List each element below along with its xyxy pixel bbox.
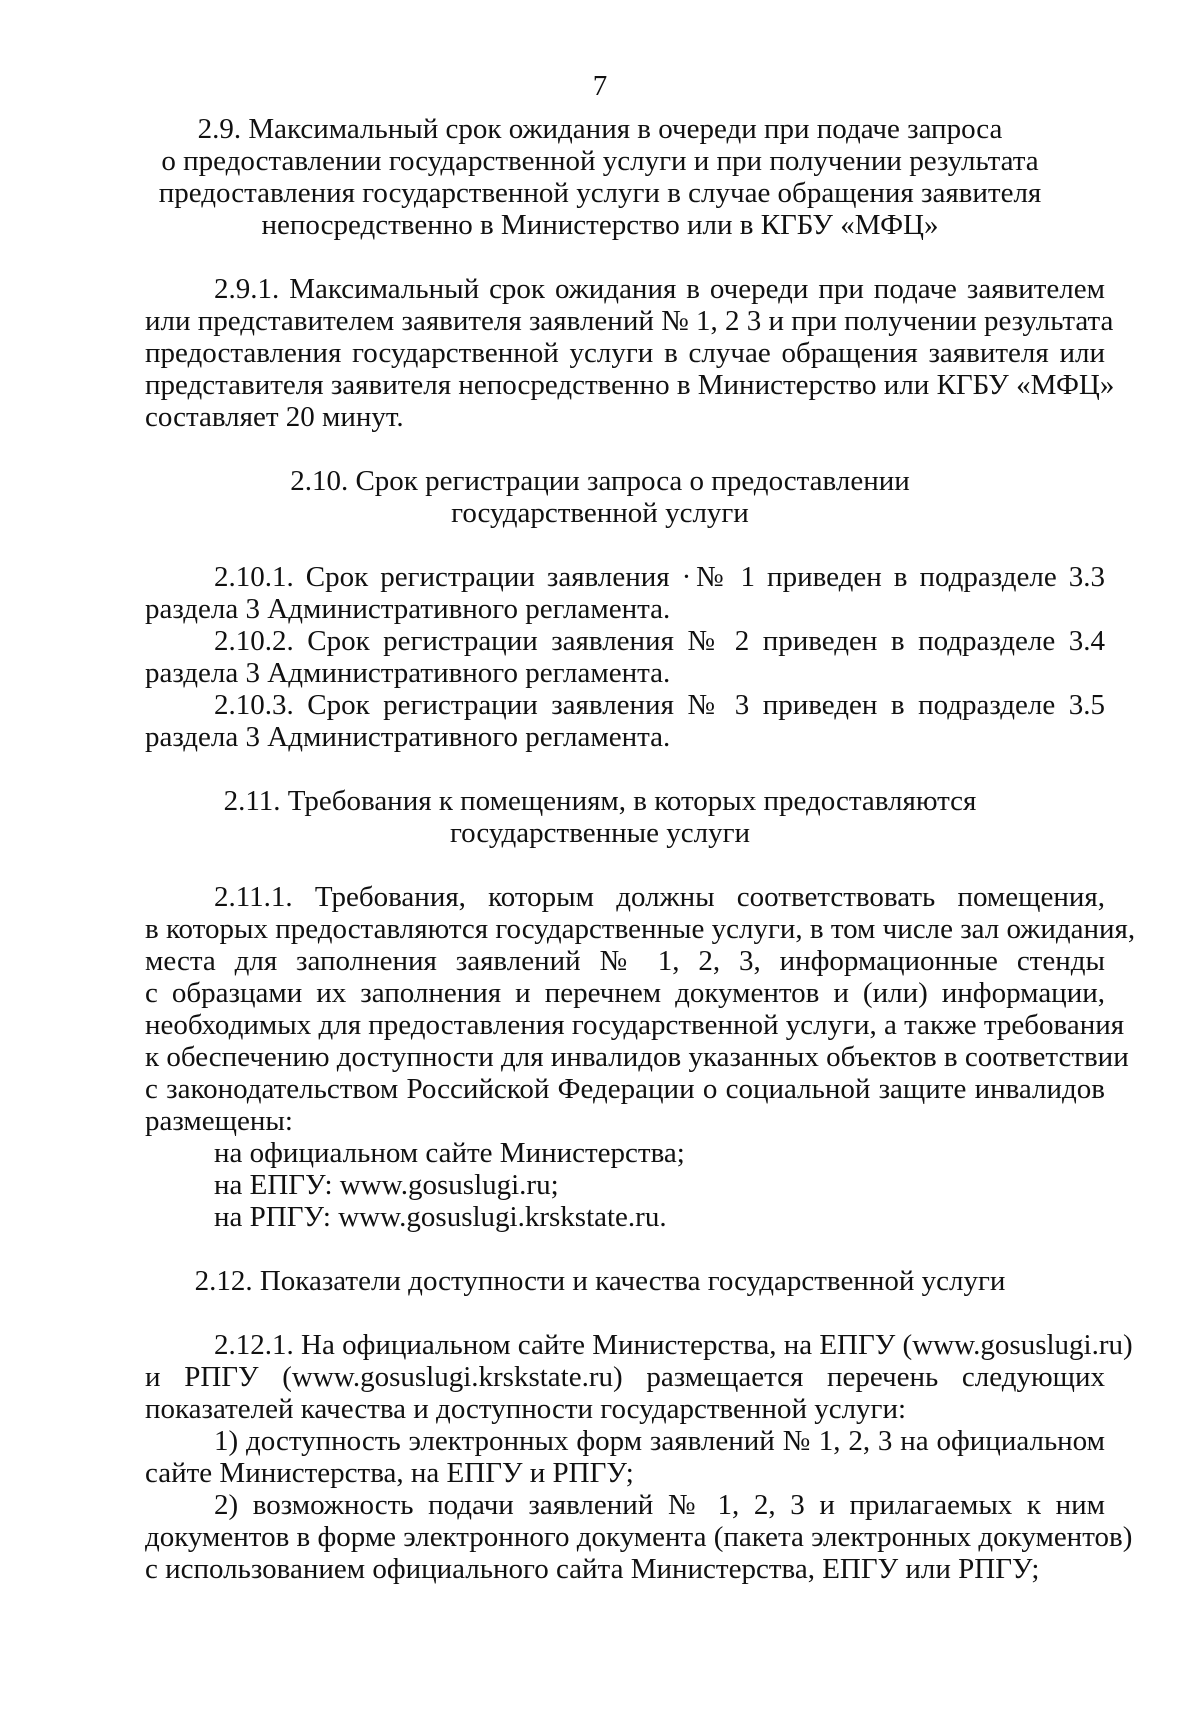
section-2-9-heading-line: непосредственно в Министерство или в КГБУ «МФЦ» [261,209,939,241]
paragraph-2-10-3-line: 2.10.3. Срок регистрации заявления № 3 приведен в подразделе 3.5 [214,689,1105,721]
paragraph-2-10-3-line: раздела 3 Административного регламента. [145,721,671,753]
paragraph-2-11-1-line: с образцами их заполнения и перечнем документов и (или) информации, [145,977,1105,1009]
paragraph-2-9-1-line: составляет 20 минут. [145,401,404,433]
paragraph-2-9-1-line: 2.9.1. Максимальный срок ожидания в очереди при подаче заявителем [214,273,1105,305]
paragraph-2-9-1-line: предоставления государственной услуги в случае обращения заявителя или [145,337,1105,369]
paragraph-2-12-1-line: 2.12.1. На официальном сайте Министерства, на ЕПГУ (www.gosuslugi.ru) [214,1329,1133,1361]
section-2-10-heading-line: государственной услуги [451,497,749,529]
section-2-9-heading-line: 2.9. Максимальный срок ожидания в очереди при подаче запроса [197,113,1003,145]
paragraph-2-10-2-line: 2.10.2. Срок регистрации заявления № 2 приведен в подразделе 3.4 [214,625,1105,657]
paragraph-2-11-1-line: к обеспечению доступности для инвалидов указанных объектов в соответствии [145,1041,1129,1073]
paragraph-2-10-1-line: раздела 3 Административного регламента. [145,593,671,625]
paragraph-2-11-1-line: 2.11.1. Требования, которым должны соответствовать помещения, [214,881,1105,913]
numbered-item-line: 1) доступность электронных форм заявлений № 1, 2, 3 на официальном [214,1425,1105,1457]
numbered-item-line: сайте Министерства, на ЕПГУ и РПГУ; [145,1457,634,1489]
numbered-item-line: документов в форме электронного документа (пакета электронных документов) [145,1521,1133,1553]
paragraph-2-11-1-line: размещены: [145,1105,293,1137]
page-number: 7 [592,70,608,102]
section-2-11-heading-line: государственные услуги [449,817,751,849]
paragraph-2-9-1-line: или представителем заявителя заявлений № 1, 2 3 и при получении результата [145,305,1114,337]
paragraph-2-10-2-line: раздела 3 Административного регламента. [145,657,671,689]
paragraph-2-12-1-line: показателей качества и доступности государственной услуги: [145,1393,907,1425]
section-2-12-heading-line: 2.12. Показатели доступности и качества государственной услуги [194,1265,1006,1297]
list-item: на ЕПГУ: www.gosuslugi.ru; [214,1169,559,1201]
paragraph-2-11-1-line: необходимых для предоставления государственной услуги, а также требования [145,1009,1125,1041]
paragraph-2-10-1-line: 2.10.1. Срок регистрации заявления ·№ 1 приведен в подразделе 3.3 [214,561,1105,593]
list-item: на официальном сайте Министерства; [214,1137,685,1169]
numbered-item-line: 2) возможность подачи заявлений № 1, 2, 3 и прилагаемых к ним [214,1489,1105,1521]
section-2-10-heading-line: 2.10. Срок регистрации запроса о предоставлении [290,465,910,497]
list-item: на РПГУ: www.gosuslugi.krskstate.ru. [214,1201,667,1233]
paragraph-2-11-1-line: в которых предоставляются государственные услуги, в том числе зал ожидания, [145,913,1136,945]
paragraph-2-11-1-line: с законодательством Российской Федерации о социальной защите инвалидов [145,1073,1105,1105]
paragraph-2-9-1-line: представителя заявителя непосредственно в Министерство или КГБУ «МФЦ» [145,369,1115,401]
paragraph-2-11-1-line: места для заполнения заявлений № 1, 2, 3, информационные стенды [145,945,1105,977]
section-2-9-heading-line: о предоставлении государственной услуги и при получении результата [161,145,1039,177]
section-2-9-heading-line: предоставления государственной услуги в случае обращения заявителя [158,177,1042,209]
section-2-11-heading-line: 2.11. Требования к помещениям, в которых предоставляются [223,785,977,817]
paragraph-2-12-1-line: и РПГУ (www.gosuslugi.krskstate.ru) размещается перечень следующих [145,1361,1105,1393]
numbered-item-line: с использованием официального сайта Министерства, ЕПГУ или РПГУ; [145,1553,1040,1585]
